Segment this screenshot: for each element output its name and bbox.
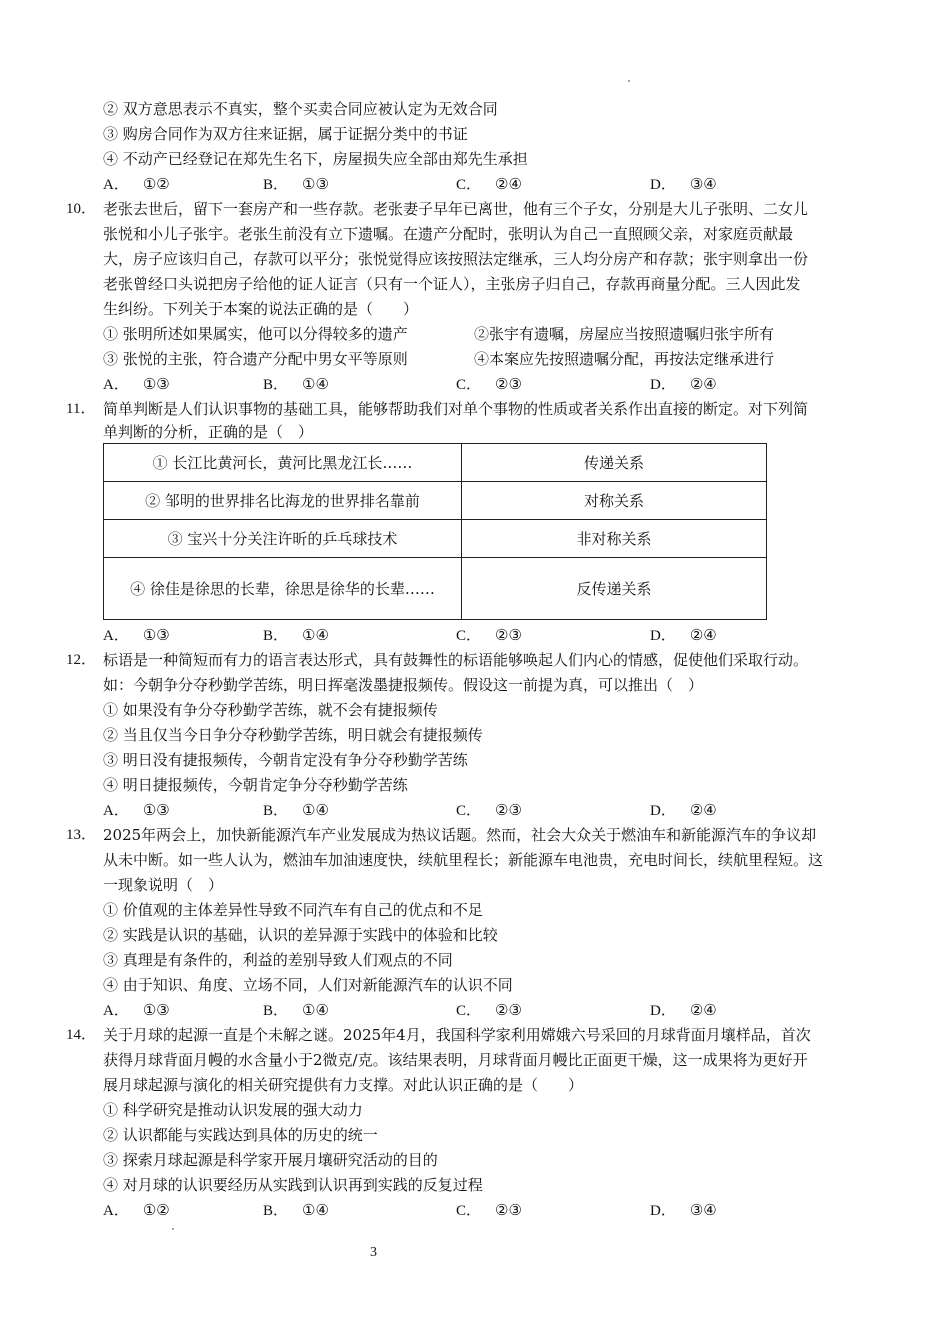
table-row (104, 520, 767, 558)
q11-stem-line: 简单判断是人们认识事物的基础工具，能够帮助我们对单个事物的性质或者关系作出直接的断定。对下列简 (103, 400, 809, 418)
q10-number: 10． (66, 201, 97, 217)
q14-statement-1: ① 科学研究是推动认识发展的强大动力 (103, 1101, 363, 1119)
q11-option-a[interactable]: A． ①③ (103, 626, 170, 644)
q10-stem-line: 老张去世后，留下一套房产和一些存款。老张妻子早年已离世，他有三个子女，分别是大儿子张明、二女儿 (103, 200, 809, 218)
table-cell-relation: 传递关系 (462, 444, 767, 482)
q10-statement-4: ④本案应先按照遗嘱分配，再按法定继承进行 (474, 350, 775, 368)
q13-statement-4: ④ 由于知识、角度、立场不同，人们对新能源汽车的认识不同 (103, 976, 513, 994)
q11-option-b[interactable]: B． ①④ (263, 626, 329, 644)
q13-option-d[interactable]: D． ②④ (650, 1001, 717, 1019)
table-row (104, 444, 767, 482)
table-cell-judgment: ④ 徐佳是徐思的长辈，徐思是徐华的长辈…… (104, 558, 462, 620)
q12-option-c[interactable]: C． ②③ (456, 801, 522, 819)
q13-stem-line: 2025年两会上，加快新能源汽车产业发展成为热议话题。然而，社会大众关于燃油车和新能源汽车的争议却 (103, 826, 817, 844)
table-row (104, 482, 767, 520)
speck-mark (172, 1228, 174, 1230)
q10-option-a[interactable]: A． ①③ (103, 375, 170, 393)
q13-statement-3: ③ 真理是有条件的，利益的差别导致人们观点的不同 (103, 951, 453, 969)
q12-statement-1: ① 如果没有争分夺秒勤学苦练，就不会有捷报频传 (103, 701, 438, 719)
q14-option-a[interactable]: A． ①② (103, 1201, 170, 1219)
q10-option-d[interactable]: D． ②④ (650, 375, 717, 393)
q9-option-a[interactable]: A． ①② (103, 175, 170, 193)
q12-statement-2: ② 当且仅当今日争分夺秒勤学苦练，明日就会有捷报频传 (103, 726, 483, 744)
q12-statement-3: ③ 明日没有捷报频传，今朝肯定没有争分夺秒勤学苦练 (103, 751, 468, 769)
q14-number: 14． (66, 1027, 97, 1043)
q13-stem-line: 一现象说明（ ） (103, 876, 224, 894)
q11-option-d[interactable]: D． ②④ (650, 626, 717, 644)
q12-option-b[interactable]: B． ①④ (263, 801, 329, 819)
q10-stem-line: 生纠纷。下列关于本案的说法正确的是（ ） (103, 300, 419, 318)
q13-stem-line: 从未中断。如一些人认为，燃油车加油速度快，续航里程长；新能源车电池贵，充电时间长，续航里程短。这 (103, 851, 824, 869)
q11-option-c[interactable]: C． ②③ (456, 626, 522, 644)
q9-statement-2: ② 双方意思表示不真实，整个买卖合同应被认定为无效合同 (103, 100, 498, 118)
q13-statement-1: ① 价值观的主体差异性导致不同汽车有自己的优点和不足 (103, 901, 483, 919)
q10-stem-line: 大，房子应该归自己，存款可以平分；张悦觉得应该按照法定继承，三人均分房产和存款；张宇则拿出一份 (103, 250, 809, 268)
table-cell-relation: 非对称关系 (462, 520, 767, 558)
q9-statement-4: ④ 不动产已经登记在郑先生名下，房屋损失应全部由郑先生承担 (103, 150, 528, 168)
table-cell-judgment: ③ 宝兴十分关注许昕的乒乓球技术 (104, 520, 462, 558)
q13-option-b[interactable]: B． ①④ (263, 1001, 329, 1019)
q14-option-b[interactable]: B． ①④ (263, 1201, 329, 1219)
q12-stem-line: 如：今朝争分夺秒勤学苦练，明日挥毫泼墨捷报频传。假设这一前提为真，可以推出（ ） (103, 676, 704, 694)
q12-number: 12． (66, 652, 97, 668)
q10-option-c[interactable]: C． ②③ (456, 375, 522, 393)
q10-statement-2: ②张宇有遗嘱，房屋应当按照遗嘱归张宇所有 (474, 325, 775, 343)
table-cell-judgment: ① 长江比黄河长，黄河比黑龙江长…… (104, 444, 462, 482)
q10-statement-3: ③ 张悦的主张，符合遗产分配中男女平等原则 (103, 350, 408, 368)
q12-stem-line: 标语是一种简短而有力的语言表达形式，具有鼓舞性的标语能够唤起人们内心的情感，促使他们采取行动。 (103, 651, 809, 669)
q14-option-c[interactable]: C． ②③ (456, 1201, 522, 1219)
q9-option-b[interactable]: B． ①③ (263, 175, 329, 193)
table-cell-relation: 反传递关系 (462, 558, 767, 620)
q12-option-d[interactable]: D． ②④ (650, 801, 717, 819)
q9-statement-3: ③ 购房合同作为双方往来证据，属于证据分类中的书证 (103, 125, 468, 143)
page-number: 3 (370, 1245, 377, 1260)
q13-option-a[interactable]: A． ①③ (103, 1001, 170, 1019)
q12-statement-4: ④ 明日捷报频传，今朝肯定争分夺秒勤学苦练 (103, 776, 408, 794)
table-cell-relation: 对称关系 (462, 482, 767, 520)
q9-option-c[interactable]: C． ②④ (456, 175, 522, 193)
q10-stem-line: 张悦和小儿子张宇。老张生前没有立下遗嘱。在遗产分配时，张明认为自己一直照顾父亲，对家庭贡献最 (103, 225, 794, 243)
q14-statement-4: ④ 对月球的认识要经历从实践到认识再到实践的反复过程 (103, 1176, 483, 1194)
q13-statement-2: ② 实践是认识的基础，认识的差异源于实践中的体验和比较 (103, 926, 498, 944)
q13-number: 13． (66, 827, 97, 843)
table-cell-judgment: ② 邹明的世界排名比海龙的世界排名靠前 (104, 482, 462, 520)
q14-stem-line: 获得月球背面月幔的水含量小于2微克/克。该结果表明，月球背面月幔比正面更干燥，这一成果将为更好开 (103, 1051, 808, 1069)
q13-option-c[interactable]: C． ②③ (456, 1001, 522, 1019)
q14-stem-line: 展月球起源与演化的相关研究提供有力支撑。对此认识正确的是（ ） (103, 1076, 584, 1094)
q14-option-d[interactable]: D． ③④ (650, 1201, 717, 1219)
q10-option-b[interactable]: B． ①④ (263, 375, 329, 393)
q10-stem-line: 老张曾经口头说把房子给他的证人证言（只有一个证人），主张房子归自己，存款再商量分配。三人因此发 (103, 275, 801, 293)
q12-option-a[interactable]: A． ①③ (103, 801, 170, 819)
speck-mark (628, 80, 630, 82)
q14-statement-3: ③ 探索月球起源是科学家开展月壤研究活动的目的 (103, 1151, 438, 1169)
q10-statement-1: ① 张明所述如果属实，他可以分得较多的遗产 (103, 325, 408, 343)
q9-option-d[interactable]: D． ③④ (650, 175, 717, 193)
q11-judgment-table (103, 443, 767, 620)
q11-number: 11． (66, 401, 96, 417)
q14-stem-line: 关于月球的起源一直是个未解之谜。2025年4月，我国科学家利用嫦娥六号采回的月球背面月壤样品，首次 (103, 1026, 811, 1044)
q11-stem-line: 单判断的分析，正确的是（ ） (103, 423, 314, 441)
table-row (104, 558, 767, 620)
q14-statement-2: ② 认识都能与实践达到具体的历史的统一 (103, 1126, 378, 1144)
